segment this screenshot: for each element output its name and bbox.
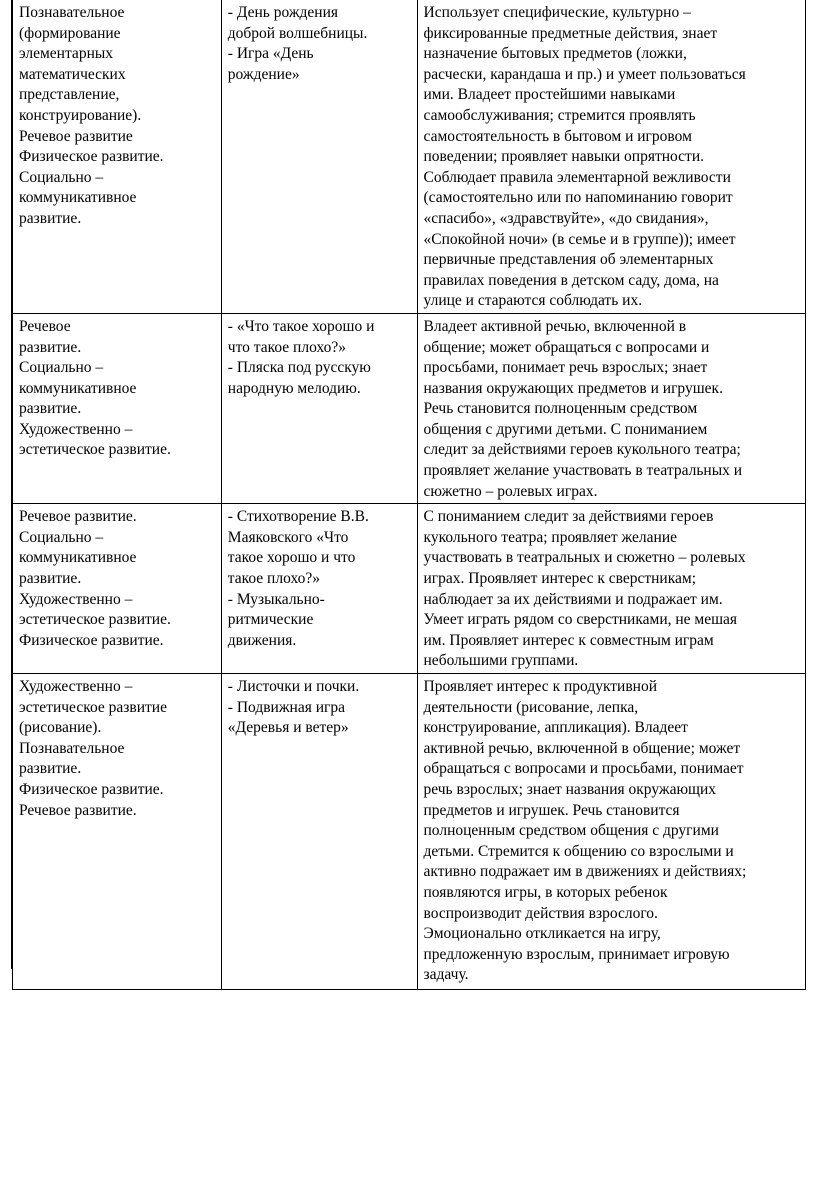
development-areas-cell (13, 313, 222, 503)
table-row (13, 313, 806, 503)
text-line: следит за действиями героев кукольного театра; (423, 441, 741, 459)
text-line: наблюдает за их действиями и подражает им. (423, 590, 723, 608)
text-line: фиксированные предметные действия, знает (423, 24, 718, 42)
text-line: математических (19, 65, 126, 83)
text-line: конструирование, аппликация). Владеет (423, 719, 688, 737)
text-line: играх. Проявляет интерес к сверстникам; (423, 570, 697, 588)
text-line: (рисование). (19, 719, 102, 737)
table-body (13, 0, 806, 990)
text-line: ритмические (227, 611, 314, 629)
text-line: Социально – (19, 168, 104, 186)
text-line: такое плохо?» (227, 570, 320, 588)
text-line: Проявляет интерес к продуктивной (423, 678, 658, 695)
text-line: - Стихотворение В.В. (227, 508, 369, 526)
text-line: предложенную взрослым, принимает игровую (423, 945, 730, 963)
text-line: Социально – (19, 528, 104, 546)
text-line: полноценным средством общения с другими (423, 822, 719, 840)
text-line: обращаться с вопросами и просьбами, понимает (423, 760, 744, 778)
text-line: просьбами, понимает речь взрослых; знает (423, 359, 708, 377)
text-line: движения. (227, 631, 297, 649)
text-line: Социально – (19, 359, 104, 377)
text-line: Речь становится полноценным средством (423, 400, 698, 418)
text-line: представление, (19, 86, 120, 104)
table-row (13, 504, 806, 674)
text-line: (самостоятельно или по напоминанию говорит (423, 189, 733, 207)
text-line: - Пляска под русскую (227, 359, 371, 377)
text-line: - Игра «День (227, 45, 314, 63)
text-line: Умеет играть рядом со сверстниками, не мешая (423, 611, 738, 629)
table-row (13, 0, 806, 313)
text-line: что такое плохо?» (227, 338, 346, 356)
text-line: первичные представления об элементарных (423, 251, 714, 269)
text-line: - «Что такое хорошо и (227, 317, 375, 335)
text-line: развитие. (19, 338, 82, 356)
text-line: деятельности (рисование, лепка, (423, 698, 639, 716)
text-line: народную мелодию. (227, 379, 361, 397)
text-line: речь взрослых; знает названия окружающих (423, 780, 717, 798)
text-line: Использует специфические, культурно – (423, 4, 691, 21)
text-line: С пониманием следит за действиями героев (423, 508, 714, 526)
text-line: сюжетно – ролевых играх. (423, 482, 598, 500)
text-line: развитие. (19, 760, 82, 778)
text-line: расчески, карандаша и пр.) и умеет пользоваться (423, 65, 746, 83)
text-line: улице и стараются соблюдать их. (423, 292, 643, 310)
text-line: доброй волшебницы. (227, 24, 368, 42)
text-line: Физическое развитие. (19, 780, 164, 798)
text-line: Владеет активной речью, включенной в (423, 317, 687, 335)
text-line: эстетическое развитие. (19, 611, 171, 629)
text-line: активно подражает им в движениях и действиях; (423, 863, 747, 881)
text-line: коммуникативное (19, 549, 137, 567)
text-line: Художественно – (19, 678, 133, 695)
text-line: «спасибо», «здравствуйте», «до свидания», (423, 209, 709, 227)
text-line: «Спокойной ночи» (в семье и в группе)); имеет (423, 230, 736, 248)
text-line: Физическое развитие. (19, 148, 164, 166)
text-line: назначение бытовых предметов (ложки, (423, 45, 687, 63)
text-line: Познавательное (19, 4, 125, 21)
left-column-stub (0, 0, 12, 969)
text-line: поведении; проявляет навыки опрятности. (423, 148, 704, 166)
text-line: Соблюдает правила элементарной вежливости (423, 168, 731, 186)
text-line: - Музыкально- (227, 590, 325, 608)
activities-cell (221, 504, 417, 674)
text-line: названия окружающих предметов и игрушек. (423, 379, 723, 397)
activities-cell (221, 0, 417, 313)
text-line: рождение» (227, 65, 300, 83)
activities-table (12, 0, 806, 990)
outcomes-cell (417, 313, 805, 503)
text-line: общение; может обращаться с вопросами и (423, 338, 710, 356)
text-line: самообслуживания; стремится проявлять (423, 106, 696, 124)
text-line: развитие. (19, 570, 82, 588)
activities-cell (221, 674, 417, 990)
text-line: Речевое развитие (19, 127, 133, 145)
development-areas-cell (13, 504, 222, 674)
text-line: Художественно – (19, 590, 133, 608)
text-line: ими. Владеет простейшими навыками (423, 86, 676, 104)
activities-cell (221, 313, 417, 503)
text-line: конструирование). (19, 106, 142, 124)
text-line: элементарных (19, 45, 114, 63)
text-line: правилах поведения в детском саду, дома, на (423, 271, 719, 289)
text-line: коммуникативное (19, 189, 137, 207)
text-line: предметов и игрушек. Речь становится (423, 801, 680, 819)
text-line: кукольного театра; проявляет желание (423, 528, 678, 546)
table-row (13, 674, 806, 990)
text-line: «Деревья и ветер» (227, 719, 349, 737)
text-line: развитие. (19, 209, 82, 227)
text-line: Физическое развитие. (19, 631, 164, 649)
text-line: - Подвижная игра (227, 698, 345, 716)
development-areas-cell (13, 674, 222, 990)
text-line: общения с другими детьми. С пониманием (423, 420, 708, 438)
development-areas-cell (13, 0, 222, 313)
text-line: - Листочки и почки. (227, 678, 360, 695)
text-line: Речевое (19, 317, 71, 335)
text-line: такое хорошо и что (227, 549, 356, 567)
text-line: небольшими группами. (423, 652, 579, 670)
outcomes-cell (417, 674, 805, 990)
text-line: появляются игры, в которых ребенок (423, 883, 668, 901)
text-line: им. Проявляет интерес к совместным играм (423, 631, 714, 649)
text-line: Речевое развитие. (19, 508, 137, 526)
text-line: Познавательное (19, 739, 125, 757)
text-line: активной речью, включенной в общение; может (423, 739, 741, 757)
text-line: Эмоционально откликается на игру, (423, 925, 661, 943)
text-line: задачу. (423, 966, 469, 984)
outcomes-cell (417, 0, 805, 313)
text-line: развитие. (19, 400, 82, 418)
text-line: (формирование (19, 24, 121, 42)
text-line: Маяковского «Что (227, 528, 349, 546)
text-line: воспроизводит действия взрослого. (423, 904, 658, 922)
outcomes-cell (417, 504, 805, 674)
text-line: эстетическое развитие. (19, 441, 171, 459)
text-line: эстетическое развитие (19, 698, 167, 716)
text-line: детьми. Стремится к общению со взрослыми и (423, 842, 734, 860)
text-line: самостоятельность в бытовом и игровом (423, 127, 692, 145)
text-line: коммуникативное (19, 379, 137, 397)
text-line: участвовать в театральных и сюжетно – ролевых (423, 549, 746, 567)
text-line: проявляет желание участвовать в театральных и (423, 462, 743, 480)
text-line: - День рождения (227, 4, 339, 21)
text-line: Художественно – (19, 420, 133, 438)
text-line: Речевое развитие. (19, 801, 137, 819)
